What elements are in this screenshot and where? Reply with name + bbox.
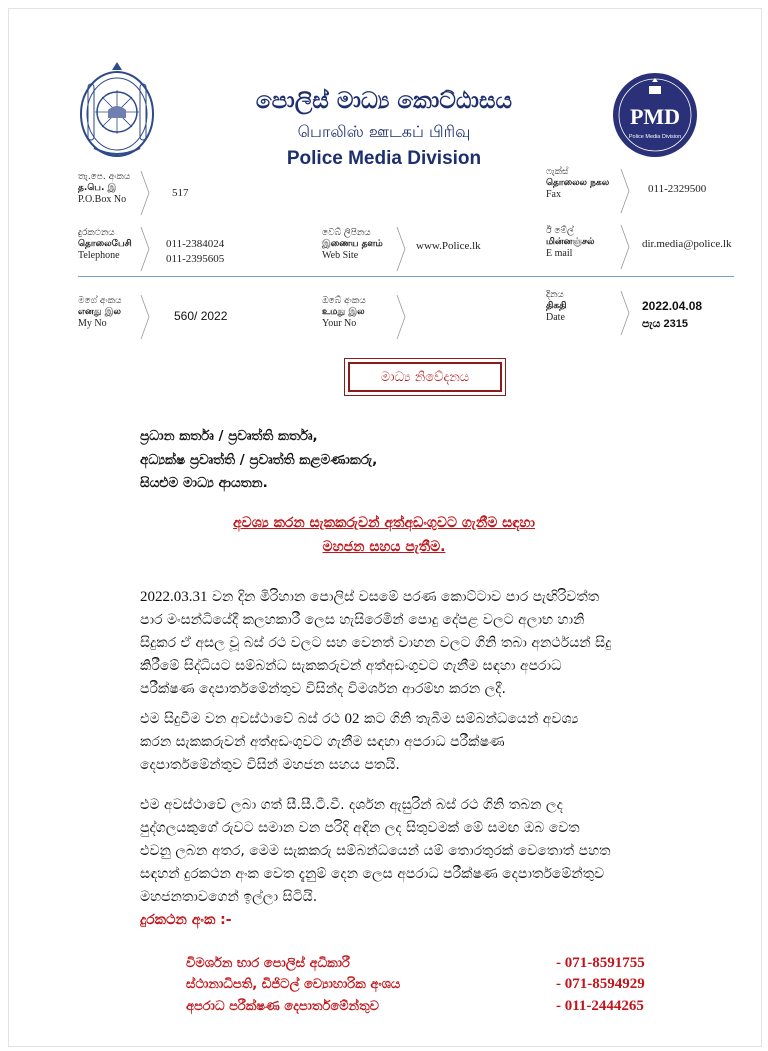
pmd-logo-text: PMD — [629, 104, 681, 129]
phone-contact-label: අපරාධ පරීක්ෂණ දෙපාර්තමේන්තුව — [186, 999, 380, 1014]
phone-number: - 011-2444265 — [556, 998, 644, 1014]
fax-value: 011-2329500 — [648, 183, 707, 195]
email-value[interactable]: dir.media@police.lk — [642, 238, 732, 250]
your-no-label: ඔබේ අංකය உமது இல Your No — [322, 296, 366, 329]
bracket-icon — [140, 226, 150, 272]
website-label: වෙබ් ලිපිනය இணைய தளம் Web Site — [322, 228, 383, 261]
bracket-icon — [140, 294, 150, 340]
bracket-icon — [396, 226, 406, 272]
paragraph-3: එම අවස්ථාවේ ලබා ගත් සී.සී.ටී.වී. දර්ශන ඇසුරින් බස් රථ ගිනි තබන ලද පුද්ගලයකුගේ රුවට සමාන වන පරිදි අඳින ලද සිතුවමක් මේ සමඟ ඔබ වෙත එවනු ලබන අතර, මෙම සැකකරු සම්බන්ධයෙන් යම් තොරතුරක් වෙතොත් පහත සඳහන් දුරකථන අංක වෙත දැනුම් දෙන ලෙස අපරාධ පරීක්ෂණ දෙපාර්තමේන්තුව මහජනතාවගෙන් ඉල්ලා සිටියි. — [140, 797, 611, 905]
header-title-english: Police Media Division — [286, 148, 482, 169]
date-value: 2022.04.08 — [642, 299, 703, 313]
bracket-icon — [620, 290, 630, 336]
my-no-label: මගේ අංකය எனது இல My No — [78, 296, 122, 329]
phone-contact-label: ස්ථානාධිපති, ඩිජිටල් ව්‍යොහාරික අංශය — [186, 977, 401, 992]
addressee-line: ප්‍රධාන කර්තෘ / ප්‍රවෘත්ති කර්තෘ, — [140, 428, 318, 444]
telephone-label: දුරකථනය தொலைபேசி Telephone — [78, 228, 132, 261]
subject-line: අවශ්‍ය කරන සැකකරුවන් අත්අඩංගුවට ගැනීම සඳහා — [233, 515, 535, 531]
phone-contact-label: විමර්ශන භාර පොලිස් අධිකාරී — [186, 956, 350, 971]
paragraph-2: එම සිදුවීම වන අවස්ථාවේ බස් රථ 02 කට ගිනි තැබීම සම්බන්ධයෙන් අවශ්‍ය කරන සැකකරුවන් අත්අඩංගුවට ගැනීම සඳහා අපරාධ පරීක්ෂණ දෙපාර්තමේන්තුව විසින් මහජන සහය පතයි. — [140, 711, 579, 773]
telephone-value-2: 011-2395605 — [166, 253, 225, 265]
bracket-icon — [620, 168, 630, 214]
phone-number: - 071-8591755 — [556, 955, 645, 971]
time-value: පැය 2315 — [642, 318, 688, 330]
date-label: දිනය திகதி Date — [546, 290, 567, 323]
bracket-icon — [140, 170, 150, 216]
addressee-line: සියළුම මාධ්‍ය ආයතන. — [140, 475, 268, 491]
pobox-label: තැ.පෙ. අංකය த.பெ. இ P.O.Box No — [78, 172, 131, 205]
pmd-logo — [612, 72, 698, 158]
bracket-icon — [620, 224, 630, 270]
website-value[interactable]: www.Police.lk — [416, 240, 481, 252]
pobox-value: 517 — [172, 187, 189, 199]
phone-number: - 071-8594929 — [556, 976, 645, 992]
my-no-value: 560/ 2022 — [174, 309, 228, 323]
telephone-value-1: 011-2384024 — [166, 238, 225, 250]
fax-label: ෆැක්ස් தொலைல நகல Fax — [546, 167, 610, 200]
media-release-title: මාධ්‍ය නිවේදනය — [348, 362, 502, 392]
email-label: ඊ මේල් மின்னஞ்சல் E mail — [546, 226, 595, 259]
pmd-ring-text: Police Media Division — [628, 134, 682, 140]
incident-date: 2022.03.31 — [140, 589, 208, 605]
paragraph-1: 2022.03.31 වන දින මිරිහාන පොලිස් වසමේ පරණ කොට්ටාව පාර පැඟිරිවත්ත පාර මංසන්ධියේදී කලහකාරී ලෙස හැසිරෙමින් පොදු දේපළ වලට අලාභ හානි සිදුකර ඒ අසල වූ බස් රථ වලට සහ වෙනත් වාහන වලට ගිනි තබා අනර්ථයන් සිදු කිරීමේ සිද්ධියට සම්බන්ධ සැකකරුවන් අත්අඩංගුවට ගැනීම සඳහා අපරාධ පරීක්ෂණ දෙපාර්තමේන්තුව විසින්ද විමර්ශන ආරම්භ කරන ලදී. — [140, 589, 612, 697]
bracket-icon — [396, 294, 406, 340]
header-title-sinhala: පොලිස් මාධ්‍ය කොට්ඨාසය — [255, 88, 513, 114]
addressee-line: අධ්‍යක්ෂ ප්‍රවෘත්ති / ප්‍රවෘත්ති කළමණාකරු, — [140, 452, 378, 468]
header-title-tamil: பொலிஸ் ஊடகப் பிரிவு — [297, 122, 471, 141]
header-divider — [78, 276, 734, 277]
phones-heading: දුරකථන අංක :- — [140, 912, 232, 928]
subject-line: මහජන සහය පැතීම. — [322, 539, 446, 555]
